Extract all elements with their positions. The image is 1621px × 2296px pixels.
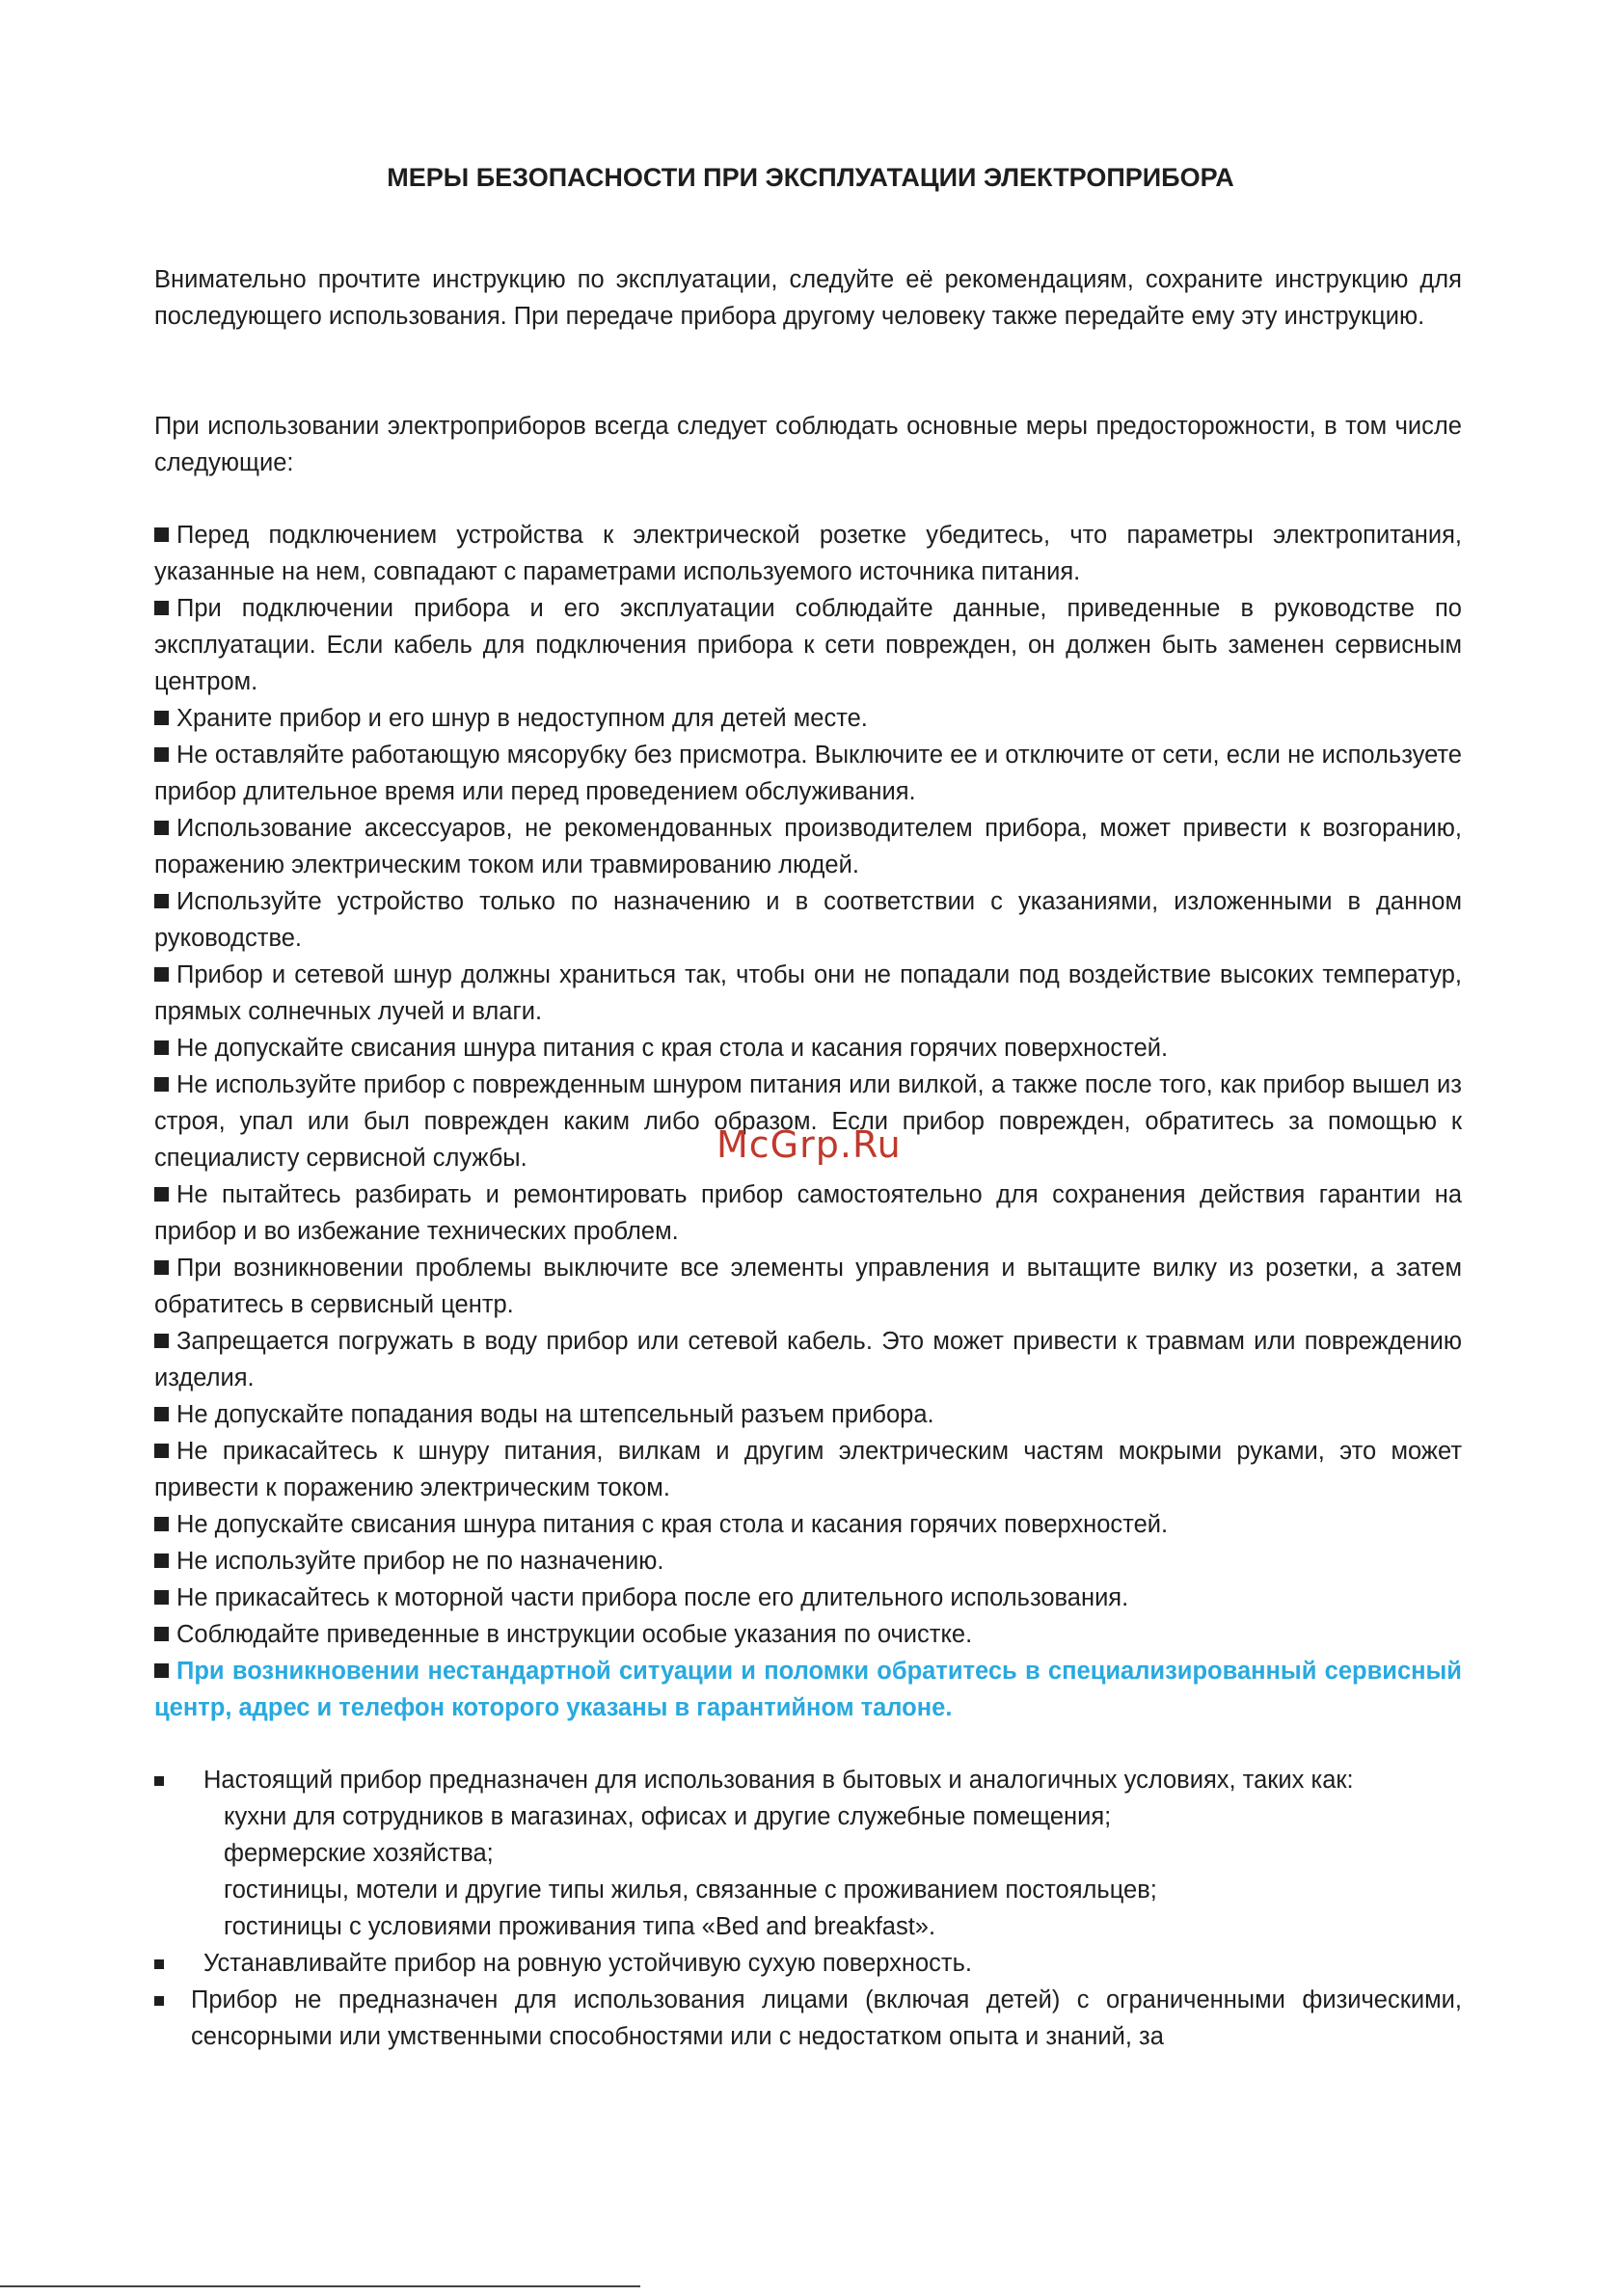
rule-text: Храните прибор и его шнур в недоступном для детей месте. [176,705,868,732]
usage-sub-item: гостиницы, мотели и другие типы жилья, связанные с проживанием постояльцев; [224,1877,1157,1904]
list-item [154,957,1462,1030]
rule-text: При подключении прибора и его эксплуатации соблюдайте данные, приведенные в руководстве по эксплуатации. Если кабель для подключения прибора к сети поврежден, он должен быть заменен сервисным центром. [154,595,1462,695]
rule-text: Прибор и сетевой шнур должны храниться так, чтобы они не попадали под воздействие высоких температур, прямых солнечных лучей и влаги. [154,961,1462,1025]
list-item [154,1543,1462,1580]
square-bullet-icon [154,1517,169,1531]
square-bullet-icon [154,1663,169,1678]
small-square-bullet-icon [154,1959,164,1969]
square-bullet-icon [154,747,169,762]
square-bullet-icon [154,1444,169,1458]
rule-text: Использование аксессуаров, не рекомендованных производителем прибора, может привести к возгоранию, поражению электрическим током или травмированию людей. [154,815,1462,878]
highlight-list-item [154,1653,1462,1726]
list-item [154,1762,1462,1945]
footer-divider [0,2285,640,2287]
rule-text: Не допускайте попадания воды на штепсельный разъем прибора. [176,1401,934,1428]
list-item [154,1616,1462,1653]
list-item [154,1433,1462,1506]
square-bullet-icon [154,1187,169,1202]
list-item [154,1982,1462,2055]
square-bullet-icon [154,1553,169,1568]
square-bullet-icon [154,1627,169,1641]
list-item [154,1250,1462,1323]
square-bullet-icon [154,1407,169,1421]
square-bullet-icon [154,967,169,982]
list-item [154,1945,1462,1982]
rule-text: Не допускайте свисания шнура питания с края стола и касания горячих поверхностей. [176,1511,1169,1538]
list-item [154,810,1462,883]
list-item [154,1323,1462,1396]
square-bullet-icon [154,1077,169,1092]
list-item [154,1396,1462,1433]
usage-item-text: Прибор не предназначен для использования лицами (включая детей) с ограниченными физическими, сенсорными или умственными способностями или с недостатком опыта и знаний, за [191,1986,1462,2050]
rule-text: Не используйте прибор не по назначению. [176,1548,664,1575]
watermark-text: McGrp.Ru [716,1123,902,1166]
square-bullet-icon [154,1040,169,1055]
square-bullet-icon [154,1590,169,1605]
square-bullet-icon [154,821,169,835]
rule-text: Не прикасайтесь к моторной части прибора после его длительного использования. [176,1584,1129,1611]
list-item [154,1030,1462,1067]
intro-paragraph: Внимательно прочтите инструкцию по эксплуатации, следуйте её рекомендациям, сохраните инструкцию для последующего использования. При передаче прибора другому человеку также передайте ему эту инструкцию. [154,266,1462,330]
list-item [154,590,1462,700]
usage-sub-item: фермерские хозяйства; [224,1840,494,1867]
rule-text: Не используйте прибор с поврежденным шнуром питания или вилкой, а также после того, как прибор вышел из строя, упал или был поврежден каким либо образом. Если прибор поврежден, обратитесь за помощью к специалисту сервисной службы. [154,1071,1462,1172]
rule-text: При возникновении проблемы выключите все элементы управления и вытащите вилку из розетки, а затем обратитесь в сервисный центр. [154,1255,1462,1318]
square-bullet-icon [154,601,169,615]
small-square-bullet-icon [154,1776,164,1786]
service-center-notice: При возникновении нестандартной ситуации и поломки обратитесь в специализированный сервисный центр, адрес и телефон которого указаны в гарантийном талоне. [154,1658,1462,1721]
safety-rules-list [154,517,1462,1726]
rule-text: Не оставляйте работающую мясорубку без присмотра. Выключите ее и отключите от сети, если не используете прибор длительное время или перед проведением обслуживания. [154,742,1462,805]
list-item [154,700,1462,737]
square-bullet-icon [154,894,169,908]
square-bullet-icon [154,527,169,542]
usage-sub-item: гостиницы с условиями проживания типа «Bed and breakfast». [224,1913,936,1940]
list-item [154,883,1462,957]
list-item [154,517,1462,590]
usage-conditions-list [154,1762,1462,2055]
usage-item-text: Устанавливайте прибор на ровную устойчивую сухую поверхность. [203,1950,972,1977]
rule-text: Соблюдайте приведенные в инструкции особые указания по очистке. [176,1621,973,1648]
rule-text: Не прикасайтесь к шнуру питания, вилкам и другим электрическим частям мокрыми руками, это может привести к поражению электрическим током. [154,1438,1462,1501]
list-item [154,1580,1462,1616]
rule-text: Не пытайтесь разбирать и ремонтировать прибор самостоятельно для сохранения действия гарантии на прибор и во избежание технических проблем. [154,1181,1462,1245]
rule-text: Перед подключением устройства к электрической розетке убедитесь, что параметры электропитания, указанные на нем, совпадают с параметрами используемого источника питания. [154,522,1462,585]
list-item [154,1506,1462,1543]
usage-sub-item: кухни для сотрудников в магазинах, офисах и другие служебные помещения; [224,1803,1112,1830]
square-bullet-icon [154,1334,169,1348]
rule-text: Не допускайте свисания шнура питания с края стола и касания горячих поверхностей. [176,1035,1169,1062]
square-bullet-icon [154,711,169,725]
rule-text: Запрещается погружать в воду прибор или сетевой кабель. Это может привести к травмам или повреждению изделия. [154,1328,1462,1391]
list-item [154,1176,1462,1250]
usage-lead-text: Настоящий прибор предназначен для использования в бытовых и аналогичных условиях, таких как: [203,1767,1354,1794]
square-bullet-icon [154,1260,169,1275]
rule-text: Используйте устройство только по назначению и в соответствии с указаниями, изложенными в данном руководстве. [154,888,1462,952]
small-square-bullet-icon [154,1996,164,2006]
list-item [154,737,1462,810]
precautions-paragraph: При использовании электроприборов всегда следует соблюдать основные меры предосторожности, в том числе следующие: [154,413,1462,476]
page-title: МЕРЫ БЕЗОПАСНОСТИ ПРИ ЭКСПЛУАТАЦИИ ЭЛЕКТРОПРИБОРА [387,163,1234,192]
